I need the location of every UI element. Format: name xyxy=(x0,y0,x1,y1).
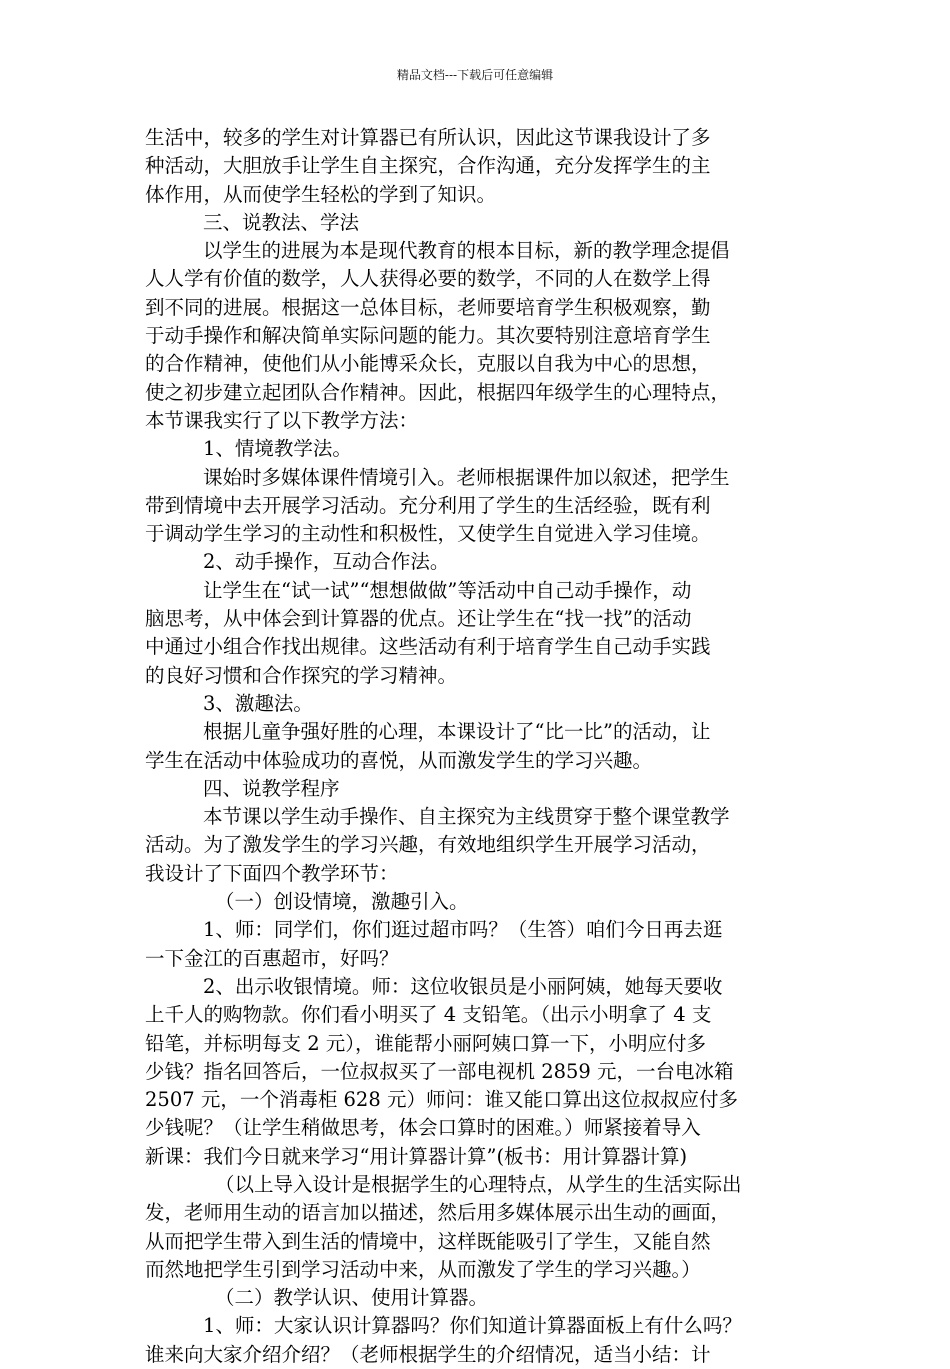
text-line: 活动。为了激发学生的学习兴趣，有效地组织学生开展学习活动， xyxy=(145,833,711,857)
text-line: 根据儿童争强好胜的心理，本课设计了“比一比”的活动，让 xyxy=(203,720,711,744)
text-line: 发，老师用生动的语言加以描述，然后用多媒体展示出生动的画面， xyxy=(145,1201,731,1225)
text-line: 本节课以学生动手操作、自主探究为主线贯穿于整个课堂教学 xyxy=(203,805,730,829)
text-line: 少钱呢？（让学生稍做思考，体会口算时的困难。）师紧接着导入 xyxy=(145,1116,701,1140)
text-line: 人人学有价值的数学，人人获得必要的数学，不同的人在数学上得 xyxy=(145,267,711,291)
text-line: 2507 元，一个消毒柜 628 元）师问：谁又能口算出这位叔叔应付多 xyxy=(145,1088,738,1112)
text-line: 学生在活动中体验成功的喜悦，从而激发学生的学习兴趣。 xyxy=(145,748,653,772)
text-line: 本节课我实行了以下教学方法： xyxy=(145,408,419,432)
text-line: 于调动学生学习的主动性和积极性，又使学生自觉进入学习佳境。 xyxy=(145,522,711,546)
text-line: 谁来向大家介绍介绍？（老师根据学生的介绍情况，适当小结：计 xyxy=(145,1342,711,1366)
text-line: 以学生的进展为本是现代教育的根本目标，新的教学理念提倡 xyxy=(203,239,730,263)
text-line: 脑思考，从中体会到计算器的优点。还让学生在“找一找”的活动 xyxy=(145,607,692,631)
text-line: 体作用，从而使学生轻松的学到了知识。 xyxy=(145,182,497,206)
text-line: 1、师：同学们，你们逛过超市吗？（生答）咱们今日再去逛 xyxy=(203,918,723,942)
text-line: 课始时多媒体课件情境引入。老师根据课件加以叙述，把学生 xyxy=(203,465,730,489)
text-line: 的良好习惯和合作探究的学习精神。 xyxy=(145,663,458,687)
text-line: 带到情境中去开展学习活动。充分利用了学生的生活经验，既有利 xyxy=(145,493,711,517)
page-header: 精品文档---下载后可任意编辑 xyxy=(396,68,554,82)
text-line: 2、动手操作，互动合作法。 xyxy=(203,550,450,574)
text-line: （二）教学认识、使用计算器。 xyxy=(215,1286,489,1310)
text-line: 一下金江的百惠超市，好吗？ xyxy=(145,946,399,970)
text-line: 上千人的购物款。你们看小明买了 4 支铅笔。（出示小明拿了 4 支 xyxy=(145,1003,712,1027)
text-line: 而然地把学生引到学习活动中来，从而激发了学生的学习兴趣。） xyxy=(145,1257,701,1281)
text-line: 中通过小组合作找出规律。这些活动有利于培育学生自己动手实践 xyxy=(145,635,711,659)
text-line: （一）创设情境，激趣引入。 xyxy=(215,890,469,914)
text-line: 1、师：大家认识计算器吗？你们知道计算器面板上有什么吗？ xyxy=(203,1314,742,1338)
text-line: 四、说教学程序 xyxy=(203,776,340,800)
text-line: 于动手操作和解决简单实际问题的能力。其次要特别注意培育学生 xyxy=(145,324,711,348)
text-line: 从而把学生带入到生活的情境中，这样既能吸引了学生，又能自然 xyxy=(145,1229,711,1253)
text-line: 种活动，大胆放手让学生自主探究，合作沟通，充分发挥学生的主 xyxy=(145,154,711,178)
text-line: （以上导入设计是根据学生的心理特点，从学生的生活实际出 xyxy=(215,1172,742,1196)
text-line: 我设计了下面四个教学环节： xyxy=(145,861,399,885)
text-line: 三、说教法、学法 xyxy=(203,210,360,234)
text-line: 3、激趣法。 xyxy=(203,691,313,715)
text-line: 铅笔，并标明每支 2 元），谁能帮小丽阿姨口算一下，小明应付多 xyxy=(145,1031,707,1055)
document-body xyxy=(145,124,815,1369)
text-line: 让学生在“试一试”“想想做做”等活动中自己动手操作，动 xyxy=(203,578,692,602)
text-line: 生活中，较多的学生对计算器已有所认识，因此这节课我设计了多 xyxy=(145,126,711,149)
text-line: 1、情境教学法。 xyxy=(203,437,352,461)
text-line: 少钱？指名回答后，一位叔叔买了一部电视机 2859 元，一台电冰箱 xyxy=(145,1059,734,1083)
text-line: 到不同的进展。根据这一总体目标，老师要培育学生积极观察，勤 xyxy=(145,295,711,319)
text-line: 使之初步建立起团队合作精神。因此，根据四年级学生的心理特点， xyxy=(145,380,731,404)
text-line: 2、出示收银情境。师：这位收银员是小丽阿姨，她每天要收 xyxy=(203,974,723,998)
text-line: 新课：我们今日就来学习“用计算器计算”(板书：用计算器计算) xyxy=(145,1144,688,1168)
text-line: 的合作精神，使他们从小能博采众长，克服以自我为中心的思想， xyxy=(145,352,711,376)
